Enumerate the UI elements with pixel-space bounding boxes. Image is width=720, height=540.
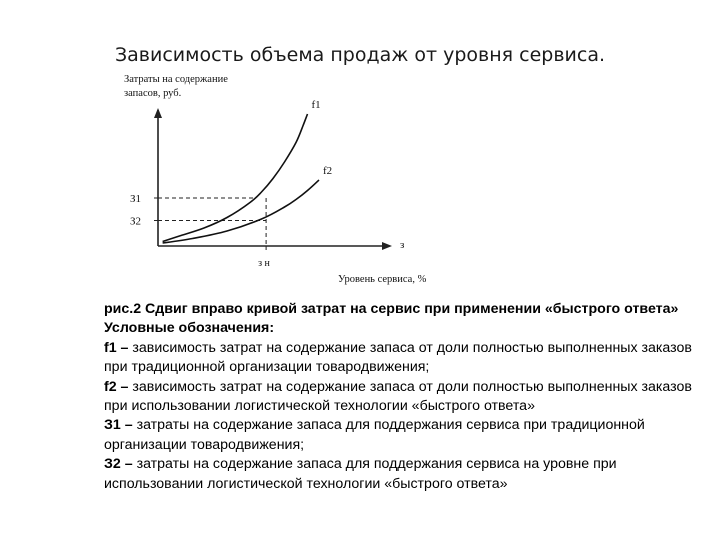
slide-title: Зависимость объема продаж от уровня сервиса. [114,44,605,66]
definition-f1 [104,339,704,378]
figure-caption [104,300,704,494]
definition-f2 [104,378,704,417]
y-axis-arrow [154,108,162,118]
legend-heading: Условные обозначения: [104,320,275,337]
definition-z2 [104,455,704,494]
chart [100,68,427,290]
definition-key: f2 – [104,378,129,395]
definition-key: З1 – [104,417,133,434]
x-axis-arrow [382,242,392,250]
y-marker-label-1: З1 [130,193,142,205]
definition-z1 [104,416,704,455]
x-axis-end-label: з [400,239,405,251]
y-axis-label-line1: Затраты на содержание [124,74,228,85]
series-label-f1: f1 [311,99,321,111]
y-axis-label-line2: запасов, руб. [124,88,182,99]
x-axis-label: Уровень сервиса, % [338,274,427,285]
series-label-f2: f2 [323,165,333,177]
definition-key: f1 – [104,339,129,356]
series-line-f1 [163,114,308,242]
definition-text: зависимость затрат на содержание запаса от доли полностью выполненных заказов при традиционной организации товародвижения; [104,339,692,376]
y-marker-label-2: З2 [130,215,142,228]
caption-title: рис.2 Сдвиг вправо кривой затрат на сервис при применении «быстрого ответа» [104,301,679,317]
definition-key: З2 – [104,456,133,473]
definition-text: зависимость затрат на содержание запаса от доли полностью выполненных заказов при использовании логистической технологии «быстрого ответа» [104,378,692,415]
definition-text: затраты на содержание запаса для поддержания сервиса при традиционной организации товародвижения; [104,417,645,453]
x-marker-label: з н [258,258,270,269]
definition-text: затраты на содержание запаса для поддержания сервиса на уровне при использовании логистической технологии «быстрого ответа» [104,456,617,492]
